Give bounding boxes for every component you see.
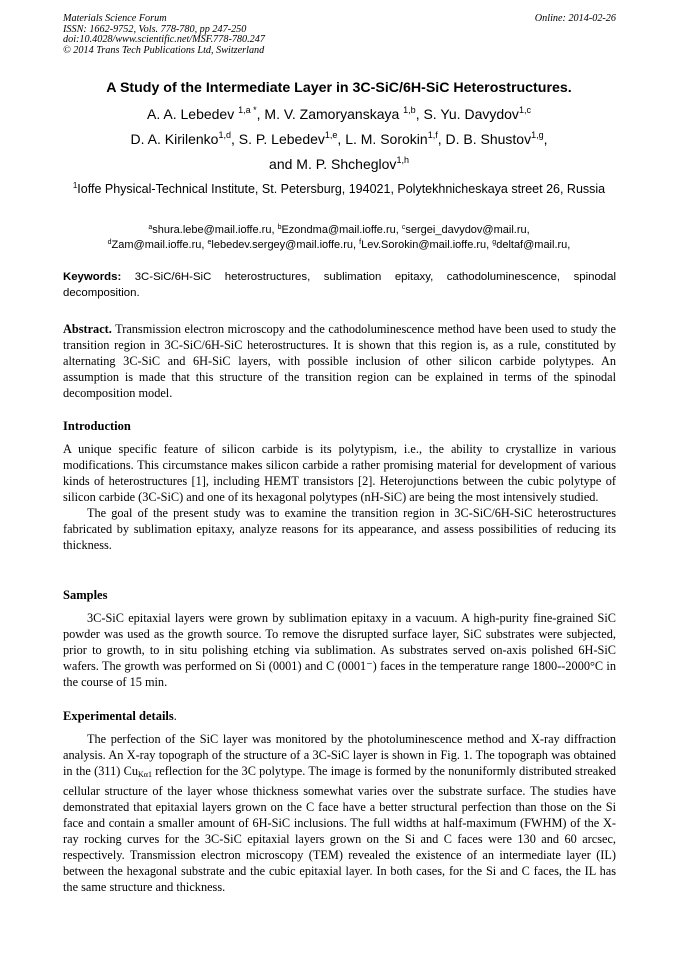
experimental-body: [63, 731, 616, 895]
introduction-body: [63, 441, 616, 553]
paragraph: The perfection of the SiC layer was monitored by the photoluminescence method and X-ray diffraction analysis. An X-ray topograph of the structure of a 3C-SiC layer is shown in Fig. 1. The topograph was obtained in the (311) $Cu_{K\alpha 1}$ reflection for the 3C polytype. The image is formed by the nonuniformly distributed streaked cellular structure of the layer whose thickness somewhat varies over the substrate surface. The studies have demonstrated that epitaxial layers grown on the C face have a better structural perfection than those on the Si face and contain a smaller amount of 6H-SiC inclusions. The full widths at half-maximum (FWHM) of the X-ray rocking curves for the 3C-SiC epitaxial layers grown on the Si and C faces were 130 and 60 arcsec, respectively. Transmission electron microscopy (TEM) revealed the existence of an intermediate layer (IL) between the hexagonal substrate and the cubic epitaxial layer. In both cases, for the Si and C faces, the IL has the same structure and thickness.: [63, 732, 616, 894]
email-link[interactable]: shura.lebe@mail.ioffe.ru,: [152, 224, 278, 236]
doi-line: doi:10.4028/www.scientific.net/MSF.778-780.247: [63, 34, 265, 46]
online-date: Online: 2014-02-26: [534, 13, 616, 24]
paragraph: The goal of the present study was to examine the transition region in 3C-SiC/6H-SiC heterostructures fabricated by sublimation epitaxy, analyze reasons for its appearance, and assess possibilities of reducing its thickness.: [63, 506, 616, 552]
author-line-3: and M. P. Shcheglov$^{1,h}$: [269, 155, 409, 172]
keywords-label: Keywords:: [63, 271, 122, 283]
affiliation: $^1$Ioffe Physical-Technical Institute, St. Petersburg, 194021, Polytekhnicheskaya street 26, Russia: [72, 181, 606, 196]
journal-name: Materials Science Forum: [63, 13, 167, 24]
keywords: Keywords: 3C-SiC/6H-SiC heterostructures, sublimation epitaxy, cathodoluminescence, spinodal decomposition.: [63, 271, 616, 299]
paper-title: A Study of the Intermediate Layer in 3C-SiC/6H-SiC Heterostructures.: [106, 80, 572, 96]
abstract-label: Abstract.: [63, 322, 112, 336]
email-link[interactable]: deltaf@mail.ru,: [496, 238, 571, 251]
section-heading-introduction: Introduction: [63, 419, 131, 433]
abstract: Abstract. Transmission electron microscopy and the cathodoluminescence method have been used to study the transition region in 3C-SiC/6H-SiC heterostructures. It is shown that this region is, as a rule, constituted by alternating 3C-SiC and 6H-SiC layers, with possible inclusion of other silicon carbide polytypes. An assumption is made that this structure of the transition region can be explained in terms of the spinodal decomposition model.: [63, 322, 616, 400]
author-emails: $^a$shura.lebe@mail.ioffe.ru, $^b$Ezondma@mail.ioffe.ru, $^c$sergei_davydov@mail.ru, $^d$Zam@mail.ioffe.ru, $^e$lebedev.sergey@mail.ioffe.ru, $^f$Lev.Sorokin@mail.ioffe.ru, $^g$deltaf@mail.ru,: [107, 224, 571, 251]
copyright-line: © 2014 Trans Tech Publications Ltd, Switzerland: [63, 44, 265, 56]
paragraph: 3C-SiC epitaxial layers were grown by sublimation epitaxy in a vacuum. A high-purity fine-grained SiC powder was used as the growth source. To remove the disrupted surface layer, SiC substrates were subjected, prior to growth, to in situ polishing etching via sublimation. As substrates served on-axis polished 6H-SiC wafers. The growth was performed on Si (0001) and C (0001⁻) faces in the temperature range 1800--2000°C in the course of 15 min.: [63, 611, 616, 689]
journal-header: [63, 14, 616, 56]
author-line-1: A. A. Lebedev $^{1,a *}$, M. V. Zamoryanskaya $^{1,b}$, S. Yu. Davydov$^{1,c}$: [147, 105, 531, 122]
email-link[interactable]: Ezondma@mail.ioffe.ru,: [281, 224, 402, 236]
samples-body: [63, 610, 616, 690]
email-link[interactable]: Zam@mail.ioffe.ru,: [111, 238, 208, 251]
section-heading-samples: Samples: [63, 588, 108, 602]
author-list: [40, 102, 638, 177]
paragraph: A unique specific feature of silicon carbide is its polytypism, i.e., the ability to crystallize in various modifications. This circumstance makes silicon carbide a rather promising material for development of various kinds of heterostructures [1], including HEMT transistors [2]. Heterojunctions between the cubic polytype of silicon carbide (3C-SiC) and one of its hexagonal polytypes (nH-SiC) are being the most intensively studied.: [63, 442, 616, 504]
email-link[interactable]: sergei_davydov@mail.ru,: [405, 224, 530, 236]
email-link[interactable]: lebedev.sergey@mail.ioffe.ru,: [211, 238, 360, 251]
author-line-2: D. A. Kirilenko$^{1,d}$, S. P. Lebedev$^{1,e}$, L. M. Sorokin$^{1,f}$, D. B. Shustov$^{1,g}$,: [130, 130, 548, 147]
issn-line: ISSN: 1662-9752, Vols. 778-780, pp 247-250: [63, 23, 247, 35]
section-heading-experimental: Experimental details.: [63, 709, 177, 723]
email-link[interactable]: Lev.Sorokin@mail.ioffe.ru,: [361, 238, 493, 251]
